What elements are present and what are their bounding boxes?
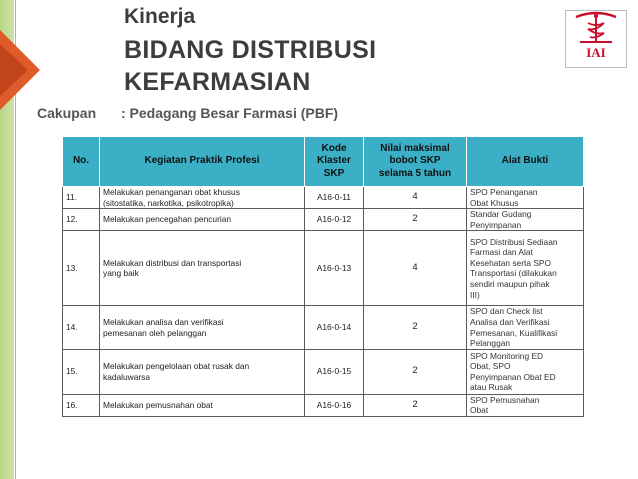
table-row <box>63 209 584 231</box>
cell-text: SPO Pemusnahan <box>470 394 540 405</box>
table-header-row <box>63 137 584 187</box>
cell-bukti <box>467 187 584 209</box>
cell-text: sendiri maupun pihak <box>470 278 550 289</box>
header-kode-line: SKP <box>323 167 345 179</box>
table-row <box>63 349 584 394</box>
cell-text: Melakukan analisa dan verifikasi <box>103 316 224 327</box>
cell-text: Melakukan distribusi dan transportasi <box>103 257 242 268</box>
cell-kode: A16-0-11 <box>305 187 364 209</box>
header-kegiatan: Kegiatan Praktik Profesi <box>100 137 305 187</box>
cell-text: Obat, SPO <box>470 361 511 372</box>
iai-logo <box>565 10 627 68</box>
cell-kegiatan <box>100 306 305 349</box>
cell-text: Transportasi (dilakukan <box>470 268 557 279</box>
cell-bukti <box>467 394 584 416</box>
header-kode <box>305 137 364 187</box>
cell-text: atau Rusak <box>470 382 513 393</box>
title-line-2: KEFARMASIAN <box>124 68 311 96</box>
title-line-1: BIDANG DISTRIBUSI <box>124 36 377 64</box>
cell-no: 14. <box>63 306 100 349</box>
skp-table <box>62 136 584 417</box>
logo-text: IAI <box>586 45 606 60</box>
cell-text: pemesanan oleh pelanggan <box>103 327 207 338</box>
table-row <box>63 306 584 349</box>
cell-kode: A16-0-15 <box>305 349 364 394</box>
cell-kode: A16-0-16 <box>305 394 364 416</box>
header-kode-line: Klaster <box>317 155 351 167</box>
cell-no: 13. <box>63 231 100 306</box>
cell-kegiatan <box>100 187 305 209</box>
table-row <box>63 231 584 306</box>
slide-title <box>124 34 376 98</box>
caduceus-icon <box>566 11 626 45</box>
cell-text: Standar Gudang <box>470 209 532 220</box>
scope-label: Cakupan <box>37 105 97 121</box>
cell-text: Analisa dan Verifikasi <box>470 316 550 327</box>
cell-text: Farmasi dan Alat <box>470 247 533 258</box>
cell-text: Pelanggan <box>470 338 511 349</box>
scope-value: : Pedagang Besar Farmasi (PBF) <box>121 105 339 121</box>
cell-text: SPO Monitoring ED <box>470 350 544 361</box>
cell-text: SPO Distribusi Sediaan <box>470 236 558 247</box>
cell-kegiatan <box>100 231 305 306</box>
cell-text: Obat Khusus <box>470 197 519 208</box>
header-no: No. <box>63 137 100 187</box>
cell-text: Obat <box>470 405 489 416</box>
cell-text: Melakukan penanganan obat khusus <box>103 187 240 197</box>
cell-text: Kesehatan serta SPO <box>470 257 552 268</box>
header-kode-line: Kode <box>321 142 347 154</box>
cell-kegiatan <box>100 394 305 416</box>
cell-text: SPO dan Check list <box>470 306 543 317</box>
cell-bukti <box>467 349 584 394</box>
cell-text: Pemesanan, Kualifikasi <box>470 327 558 338</box>
cell-text: Melakukan pemusnahan obat <box>103 400 213 411</box>
cell-no: 16. <box>63 394 100 416</box>
cell-kode: A16-0-14 <box>305 306 364 349</box>
cell-bobot: 2 <box>364 394 467 416</box>
cell-no: 11. <box>63 187 100 209</box>
cell-kode: A16-0-12 <box>305 209 364 231</box>
cell-kegiatan <box>100 209 305 231</box>
cell-bobot: 4 <box>364 187 467 209</box>
header-bobot-line: Nilai maksimal <box>380 142 450 154</box>
cell-no: 15. <box>63 349 100 394</box>
cell-text: kadaluwarsa <box>103 371 151 382</box>
cell-text: SPO Penanganan <box>470 187 538 197</box>
cell-text: yang baik <box>103 268 139 279</box>
cell-kode: A16-0-13 <box>305 231 364 306</box>
cell-text: Melakukan pengelolaan obat rusak dan <box>103 361 250 372</box>
cell-bobot: 2 <box>364 209 467 231</box>
cell-bobot: 2 <box>364 306 467 349</box>
header-bobot <box>364 137 467 187</box>
cell-bukti <box>467 231 584 306</box>
cell-bobot: 4 <box>364 231 467 306</box>
cell-text: Penyimpanan <box>470 219 522 230</box>
arrow-flag-inner-icon <box>0 44 28 96</box>
cell-bobot: 2 <box>364 349 467 394</box>
scope-line <box>37 105 338 121</box>
cell-bukti <box>467 209 584 231</box>
header-bobot-line: bobot SKP <box>389 155 441 167</box>
cell-text: III) <box>470 289 480 300</box>
header-bukti: Alat Bukti <box>467 137 584 187</box>
cell-no: 12. <box>63 209 100 231</box>
cell-text: Penyimpanan Obat ED <box>470 371 556 382</box>
table-row <box>63 187 584 209</box>
header-bobot-line: selama 5 tahun <box>378 167 452 179</box>
cell-text: (sitostatika, narkotika, psikotropika) <box>103 197 234 208</box>
table-row <box>63 394 584 416</box>
cell-kegiatan <box>100 349 305 394</box>
cell-bukti <box>467 306 584 349</box>
kinerja-label: Kinerja <box>124 5 196 28</box>
cell-text: Melakukan pencegahan pencurian <box>103 214 232 225</box>
